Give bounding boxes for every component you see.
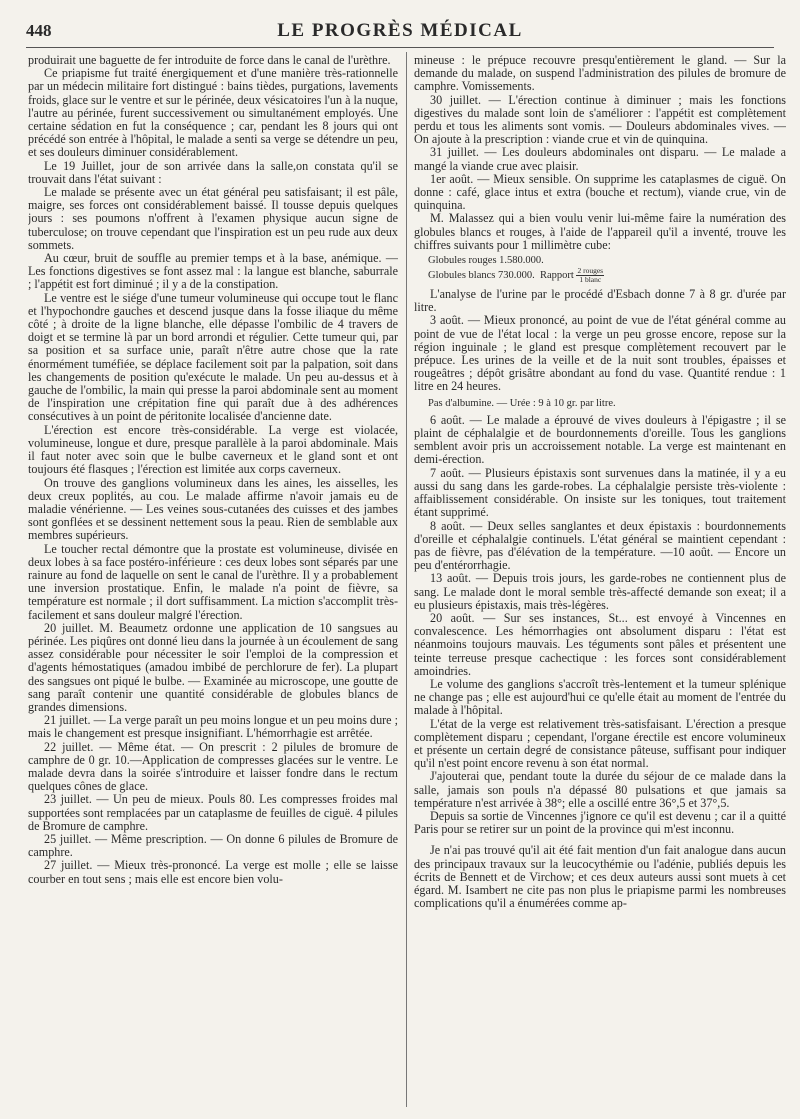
paragraph: 31 juillet. — Les douleurs abdominales ont disparu. — Le malade a mangé la viande crue avec plaisir.	[414, 145, 786, 173]
ratio-numerator: 2 rouges	[577, 266, 604, 276]
paragraph: 8 août. — Deux selles sanglantes et deux épistaxis : bourdonnements d'oreille et céphalalgie continuels. L'état général se maintient cependant : pas de fièvre, pas d'élévation de la température. —10 août. — Encore un peu d'entérorrhagie.	[414, 518, 786, 573]
ratio-label: Rapport	[540, 269, 574, 281]
ratio-fraction	[576, 267, 604, 284]
white-cells-row	[428, 267, 786, 284]
paragraph: Le 19 Juillet, jour de son arrivée dans la salle,on constata qu'il se trouvait dans l'état suivant :	[28, 158, 398, 186]
paragraph: On trouve des ganglions volumineux dans les aines, les aisselles, les deux creux poplités, au cou. Le malade affirme n'avoir jamais eu de maladie vénérienne. — Les veines sous-cutanées des cuisses et des jambes sont gonflées et se dessinent nettement sous la peau. Rien de semblable aux membres supérieurs.	[28, 475, 398, 543]
red-cells-label: Globules rouges	[428, 255, 497, 267]
paragraph: mineuse : le prépuce recouvre presqu'entièrement le gland. — Sur la demande du malade, on suspend l'administration des pilules de bromure de camphre. Vomissements.	[414, 54, 786, 94]
paragraph: Le volume des ganglions s'accroît très-lentement et la tumeur splénique ne change pas ; elle est aujourd'hui ce qu'elle était au moment de l'entrée du malade à l'hôpital.	[414, 676, 786, 718]
white-cells-value: 730.000.	[498, 269, 535, 281]
paragraph: Ce priapisme fut traité énergiquement et d'une manière très-rationnelle par un médecin militaire fort distingué : bains tièdes, purgations, lavements froids, glace sur le ventre et sur le périnée, deux vésicatoires l'un à la nuque, l'autre au périnée, furent successivement ou simultanément employés. Une certaine sédation en fut la conséquence ; car, pendant les 8 jours qui ont précédé son entrée à l'hôpital, le malade a senti sa verge se détendre un peu, et ses douleurs diminuer considérablement.	[28, 66, 398, 160]
paragraph: 30 juillet. — L'érection continue à diminuer ; mais les fonctions digestives du malade sont loin de s'améliorer : l'appétit est complètement perdu et tous les aliments sont vomis. — Douleurs abdominales vives. — On ajoute à la prescription : viande crue et vin de quinquina.	[414, 92, 786, 147]
red-cells-row	[428, 255, 786, 267]
paragraph: 1er août. — Mieux sensible. On supprime les cataplasmes de ciguë. On donne : café, glace intus et extra (bouche et rectum), viande crue, vin de quinquina.	[414, 171, 786, 213]
urine-note: Pas d'albumine. — Urée : 9 à 10 gr. par litre.	[428, 397, 616, 409]
paragraph: Je n'ai pas trouvé qu'il ait été fait mention d'un fait analogue dans aucun des principaux travaux sur la leucocythémie ou l'adénie, publiés depuis les écrits de Bennett et de Virchow; et ces deux auteurs aussi sont muets à cet égard. M. Isambert ne cite pas non plus le priapisme parmi les nombreuses complications qu'il a énumérées comme ap-	[414, 843, 786, 911]
white-cells-label: Globules blancs	[428, 269, 496, 281]
paragraph: L'analyse de l'urine par le procédé d'Esbach donne 7 à 8 gr. d'urée par litre.	[414, 287, 786, 315]
journal-title: LE PROGRÈS MÉDICAL	[277, 20, 523, 41]
paragraph: 6 août. — Le malade a éprouvé de vives douleurs à l'épigastre ; il se plaint de céphalalgie et de bourdonnements d'oreille. Tous les ganglions semblent avoir pris un accroissement notable. La verge est maintenant en demi-érection.	[414, 412, 786, 467]
paragraph: 7 août. — Plusieurs épistaxis sont survenues dans la matinée, il y a eu aussi du sang dans les garde-robes. La céphalalgie persiste très-violente : affaiblissement considérable. On insiste sur les toniques, tout traitement étant supprimé.	[414, 465, 786, 520]
red-cells-value: 1.580.000.	[499, 255, 544, 267]
right-column	[414, 54, 786, 1109]
paragraph: 25 juillet. — Même prescription. — On donne 6 pilules de Bromure de camphre.	[28, 831, 398, 860]
column-divider	[406, 52, 407, 1107]
left-column	[28, 54, 398, 1109]
paragraph: L'érection est encore très-considérable. La verge est violacée, volumineuse, longue et dure, presque parallèle à la paroi abdominale. Mais il faut noter avec soin que le bulbe caverneux et le gland sont et ont toujours été flasques ; l'érection est limitée aux corps caverneux.	[28, 422, 398, 477]
header-rule	[26, 47, 774, 48]
paragraph: 20 août. — Sur ses instances, St... est envoyé à Vincennes en convalescence. Les hémorrhagies ont absolument disparu : l'état est néanmoins toujours mauvais. Les téguments sont pâles et présentent une teinte terreuse presque cachectique : les forces sont considérablement amoindries.	[414, 610, 786, 678]
paragraph: 13 août. — Depuis trois jours, les garde-robes ne contiennent plus de sang. Le malade dont le moral semble très-affecté demande son exeat; il a eu plusieurs épistaxis, mais très-légères.	[414, 571, 786, 612]
paragraph: 27 juillet. — Mieux très-prononcé. La verge est molle ; elle se laisse courber en tout sens ; mais elle est encore bien volu-	[28, 858, 398, 886]
ratio-denominator: 1 blanc	[579, 275, 602, 285]
page-number: 448	[26, 21, 52, 40]
paragraph: L'état de la verge est relativement très-satisfaisant. L'érection a presque complètement disparu ; cependant, l'organe érectile est encore volumineux et présente un certain degré de consistance pâteuse, suffisant pour indiquer qu'il n'est point encore revenu à son état normal.	[414, 716, 786, 771]
paragraph: 22 juillet. — Même état. — On prescrit : 2 pilules de bromure de camphre de 0 gr. 10.—Application de compresses glacées sur le ventre. Le malade devra dans la soirée s'introduire et laisser fondre dans le rectum quelques cônes de glace.	[28, 739, 398, 794]
paragraph: produirait une baguette de fer introduite de force dans le canal de l'urèthre.	[28, 54, 391, 67]
paragraph: M. Malassez qui a bien voulu venir lui-même faire la numération des globules blancs et rouges, à l'aide de l'appareil qu'il a inventé, trouve les chiffres suivants pour 1 millimètre cube:	[414, 211, 786, 252]
paragraph: Le ventre est le siége d'une tumeur volumineuse qui occupe tout le flanc et l'hypochondre gauches et descend jusque dans la fosse iliaque du même côté ; à droite de la ligne blanche, elle dépasse l'ombilic de 4 travers de doigt et se termine là par un bord arrondi et régulier. Cette tumeur qui, par sa position et sa surface unie, paraît n'être autre chose que la rate énormément tuméfiée, se déplace facilement soit par la palpation, soit dans les changements de position qu'exécute le malade. Un peu au-dessus et à gauche de l'ombilic, la main qui presse la paroi abdominale sent au moment de l'inspiration une crépitation fine qui paraît due à des adhérences consécutives à un point de péritonite localisée d'ancienne date.	[28, 290, 398, 424]
paragraph: 23 juillet. — Un peu de mieux. Pouls 80. Les compresses froides mal supportées sont remplacées par un cataplasme de feuilles de ciguë. 4 pilules de Bromure de camphre.	[28, 792, 398, 833]
blood-count-table	[428, 255, 786, 284]
paragraph: Le malade se présente avec un état général peu satisfaisant; il est pâle, maigre, ses forces ont considérablement baissé. Il tousse depuis quelques jours : ses poumons n'offrent à l'examen physique aucun signe de tuberculose; on trouve cependant que l'inspiration est un peu rude aux deux sommets.	[28, 185, 398, 252]
page-header	[26, 18, 774, 44]
paragraph: Le toucher rectal démontre que la prostate est volumineuse, divisée en deux lobes à sa face postéro-inférieure : ces deux lobes sont séparés par une rainure au fond de laquelle on sent le canal de l'urèthre. Il y a probablement une inversion prostatique. Enfin, le malade n'a point de fièvre, sa température est normale ; il dort suffisamment. La miction s'accomplit très-facilement et sans douleur malgré l'érection.	[28, 541, 398, 622]
paragraph: 20 juillet. M. Beaumetz ordonne une application de 10 sangsues au périnée. Les piqûres ont donné lieu dans la journée à un écoulement de sang assez considérable pour nécessiter le soir l'emploi de la compression et d'agents hémostatiques (amadou imbibé de perchlorure de fer). La plupart des sangsues ont piqué le bulbe. — Examinée au microscope, une goutte de sang paraît contenir une quantité considérable de globules blancs de grandes dimensions.	[28, 620, 398, 714]
paragraph: Depuis sa sortie de Vincennes j'ignore ce qu'il est devenu ; car il a quitté Paris pour se retirer sur un point de la province qui m'est inconnu.	[414, 808, 786, 837]
paragraph: 3 août. — Mieux prononcé, au point de vue de l'état général comme au point de vue de l'état local : la verge un peu grosse encore, repose sur la région inguinale ; le gland est presque complètement recouvert par le prépuce. Les urines de la veille et de la nuit sont troubles, épaisses et rougeâtres ; dépôt grisâtre abondant au fond du vase. Quantité rendue : 1 litre en 24 heures.	[414, 313, 786, 394]
paragraph: Au cœur, bruit de souffle au premier temps et à la base, anémique. — Les fonctions digestives se font assez mal : la langue est blanche, saburrale ; l'appétit est fort diminué ; il y a de la constipation.	[28, 251, 398, 292]
paragraph: 21 juillet. — La verge paraît un peu moins longue et un peu moins dure ; mais le changement est presque insignifiant. L'hémorrhagie est arrêtée.	[28, 713, 398, 741]
paragraph: J'ajouterai que, pendant toute la durée du séjour de ce malade dans la salle, jamais son pouls n'a dépassé 80 pulsations et que jamais sa température n'est arrivée à 38°; elle a oscillé entre 36°,5 et 37°,5.	[414, 769, 786, 810]
